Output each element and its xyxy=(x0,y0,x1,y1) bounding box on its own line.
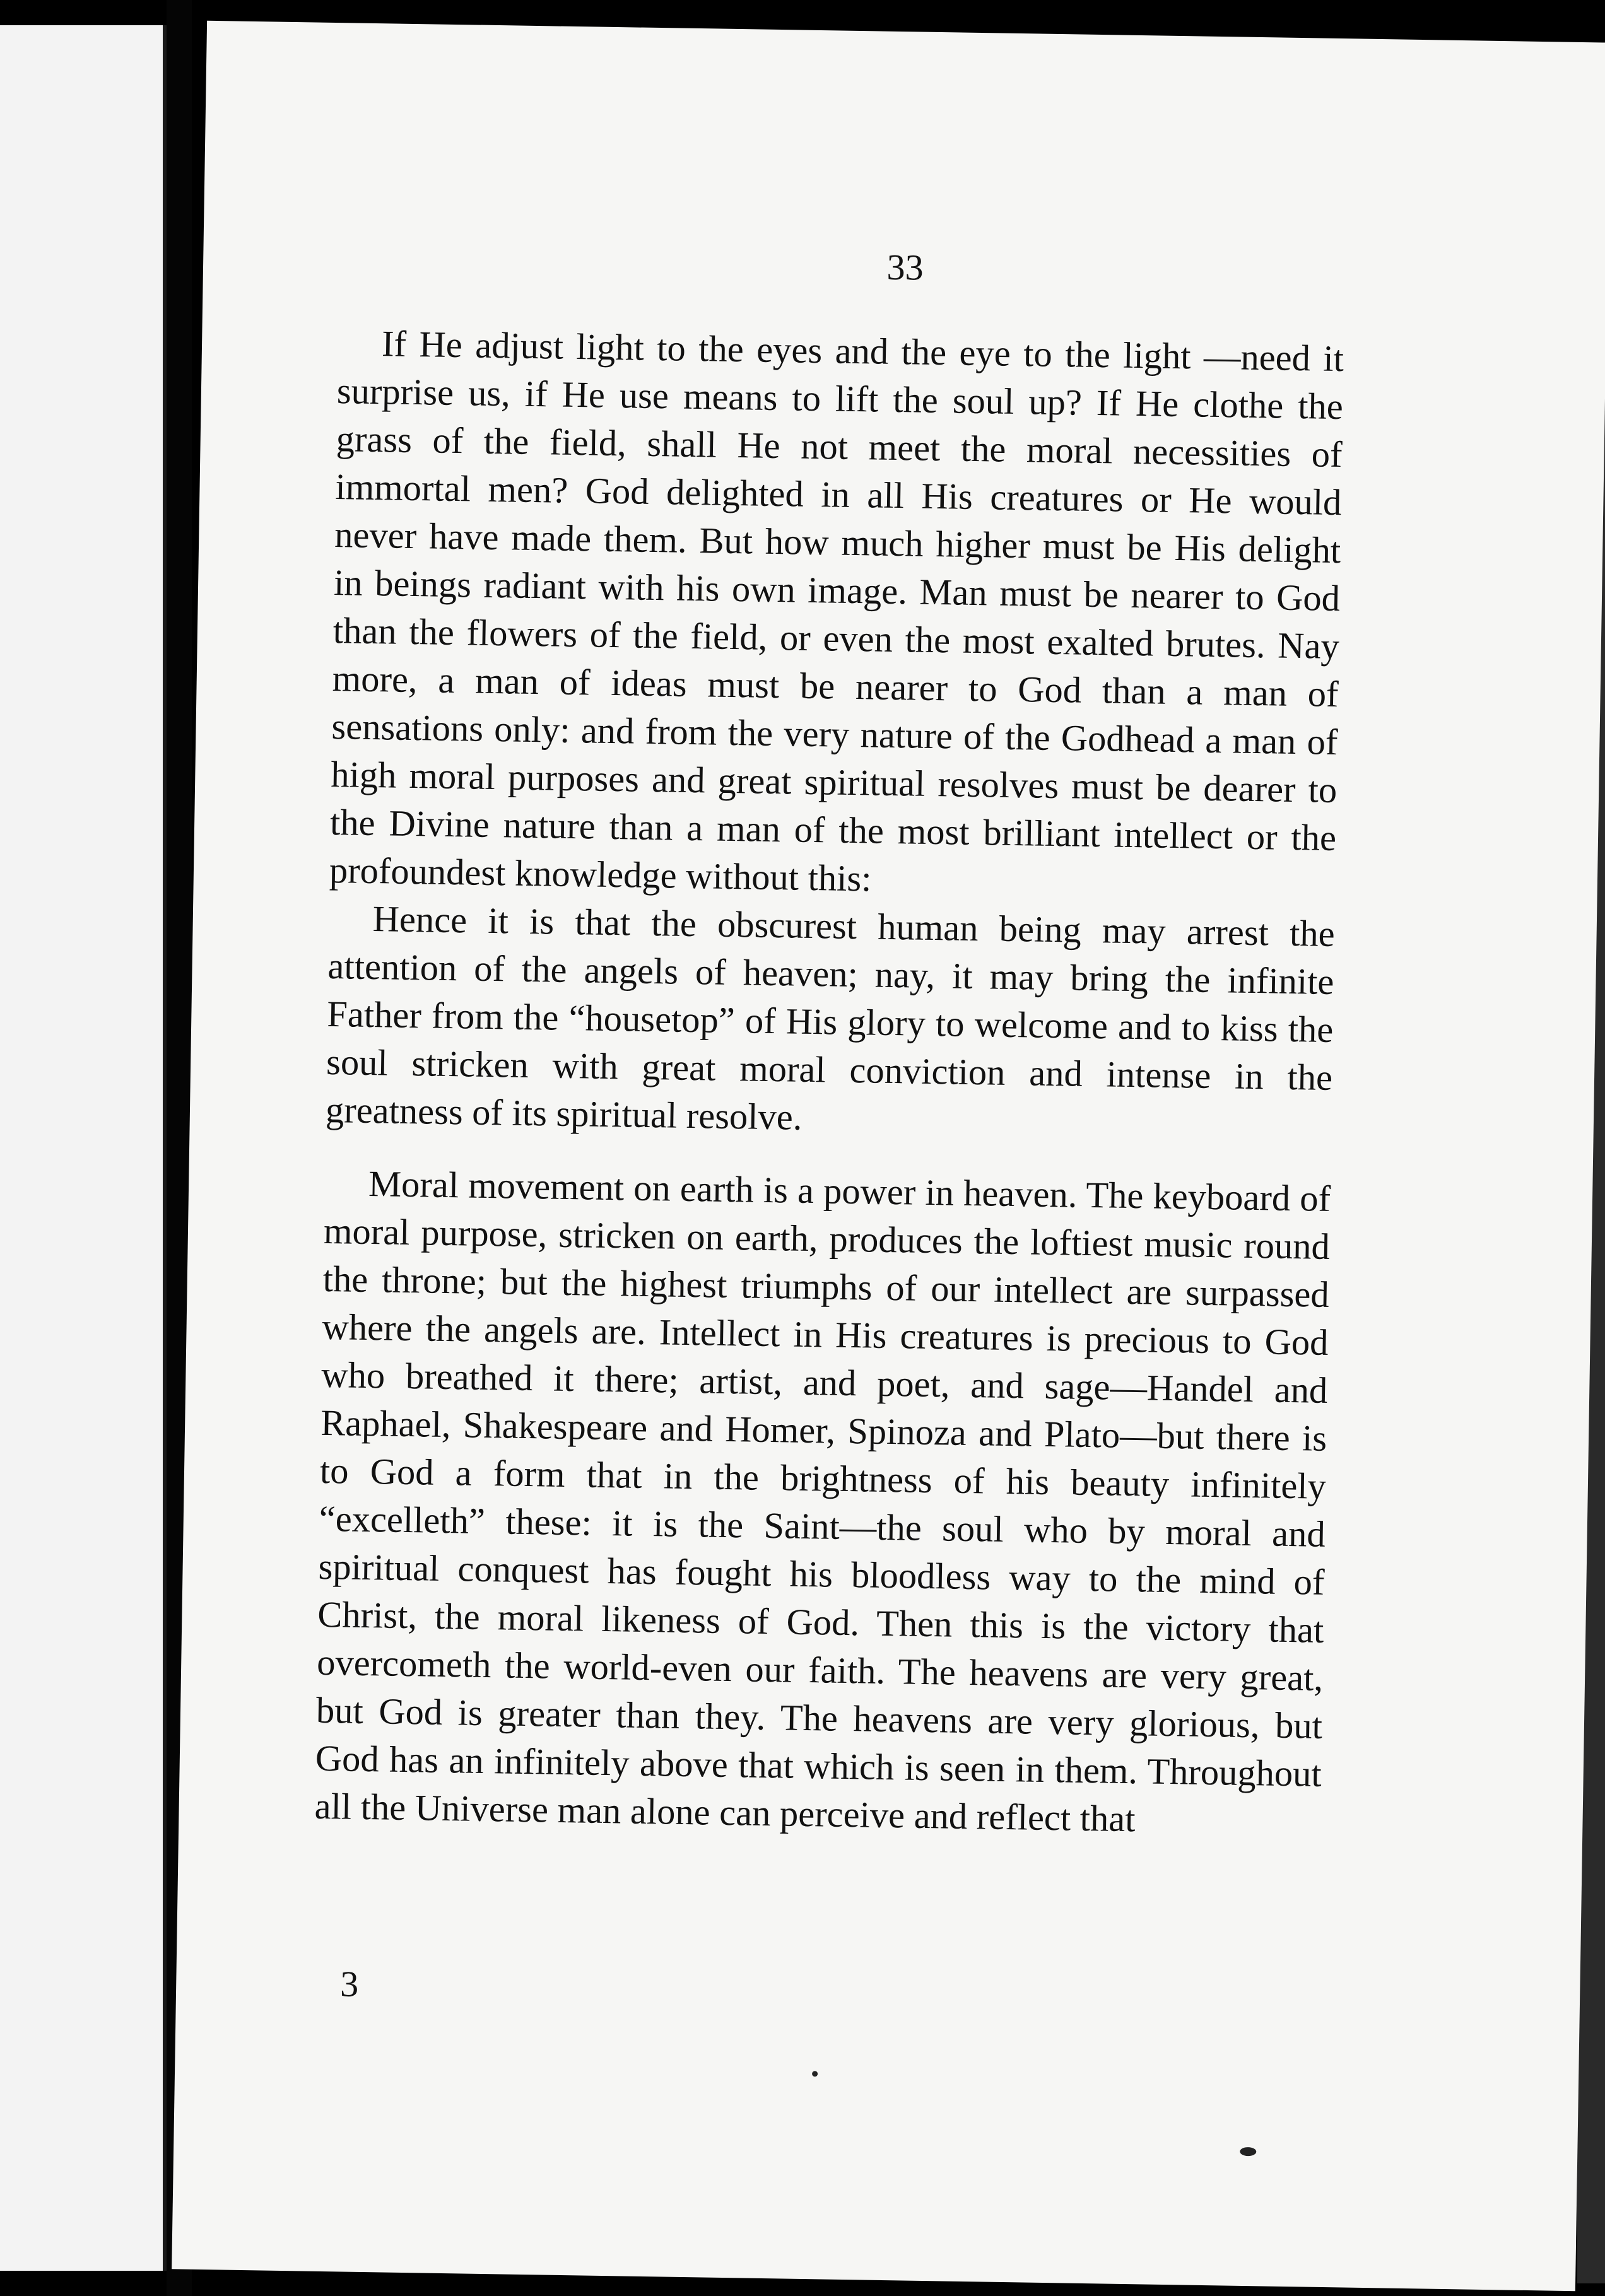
page-number: 33 xyxy=(886,246,924,288)
signature-mark: 3 xyxy=(339,1963,359,2005)
ink-speck xyxy=(1240,2147,1256,2156)
body-text xyxy=(314,319,1344,1846)
ink-speck xyxy=(812,2071,818,2076)
paragraph-3: Moral movement on earth is a power in heaven. The keyboard of moral purpose, stricken on earth, produces the loftiest music round the throne; but the highest triumphs of our intellect are surpassed where the angels are. Intellect in His creatures is precious to God who breathed it there; artist, and poet, and sage—Handel and Raphael, Shakespeare and Homer, Spinoza and Plato—but there is to God a form that in the brightness of his beauty infinitely “excelleth” these: it is the Saint—the soul who by moral and spiritual conquest has fought his bloodless way to the mind of Christ, the moral likeness of God. Then this is the victory that overcometh the world-even our faith. The heavens are very great, but God is greater than they. The heavens are very glorious, but God has an infinitely above that which is seen in them. Throughout all the Universe man alone can perceive and reflect that xyxy=(314,1163,1331,1840)
left-page-edge xyxy=(0,25,167,2271)
paragraph-2: Hence it is that the obscurest human being may arrest the attention of the angels of heaven; nay, it may bring the infinite Father from the “housetop” of His glory to welcome and to kiss the soul stricken with great moral conviction and intense in the greatness of its spiritual resolve. xyxy=(325,898,1336,1138)
right-page xyxy=(172,21,1605,2292)
paragraph-1: If He adjust light to the eyes and the eye to the light —need it surprise us, if He use means to lift the soul up? If He clothe the grass of the field, shall He not meet the moral necessities of immortal men? God delighted in all His creatures or He would never have made them. But how much higher must be His delight in beings radiant with his own image. Man must be nearer to God than the flowers of the field, or even the most exalted brutes. Nay more, a man of ideas must be nearer to God than a man of sensations only: and from the very nature of the Godhead a man of high moral purposes and great spiritual resolves must be dearer to the Divine nature than a man of the most brilliant intellect or the profoundest knowledge without this: xyxy=(329,323,1344,899)
